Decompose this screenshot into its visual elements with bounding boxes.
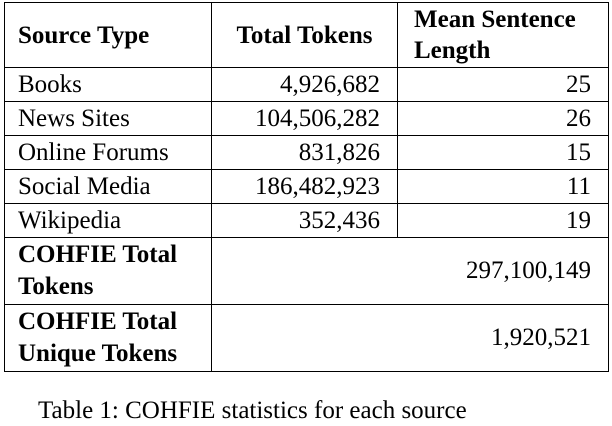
cell-source: Books <box>5 68 212 102</box>
cell-length: 25 <box>398 68 609 102</box>
cell-length: 15 <box>398 136 609 170</box>
total-tokens-row <box>5 238 609 305</box>
cell-tokens: 104,506,282 <box>212 102 398 136</box>
table-row <box>5 102 609 136</box>
cell-source: Social Media <box>5 170 212 204</box>
cell-tokens: 4,926,682 <box>212 68 398 102</box>
total-tokens-label: COHFIE Total Tokens <box>5 238 212 305</box>
header-mean-sentence-length: Mean Sentence Length <box>398 3 609 68</box>
statistics-table <box>4 2 609 372</box>
total-unique-tokens-label: COHFIE Total Unique Tokens <box>5 305 212 372</box>
table-row <box>5 68 609 102</box>
total-unique-tokens-row <box>5 305 609 372</box>
header-source-type: Source Type <box>5 3 212 68</box>
cell-length: 26 <box>398 102 609 136</box>
cell-source: Wikipedia <box>5 204 212 238</box>
total-tokens-value: 297,100,149 <box>212 238 609 305</box>
table-row <box>5 170 609 204</box>
cell-source: Online Forums <box>5 136 212 170</box>
table-caption: Table 1: COHFIE statistics for each source <box>38 397 467 424</box>
table-row <box>5 136 609 170</box>
cell-tokens: 186,482,923 <box>212 170 398 204</box>
cell-length: 11 <box>398 170 609 204</box>
table-row <box>5 204 609 238</box>
cell-tokens: 352,436 <box>212 204 398 238</box>
cell-tokens: 831,826 <box>212 136 398 170</box>
table-header-row <box>5 3 609 68</box>
total-unique-tokens-value: 1,920,521 <box>212 305 609 372</box>
cell-length: 19 <box>398 204 609 238</box>
cell-source: News Sites <box>5 102 212 136</box>
header-total-tokens: Total Tokens <box>212 3 398 68</box>
